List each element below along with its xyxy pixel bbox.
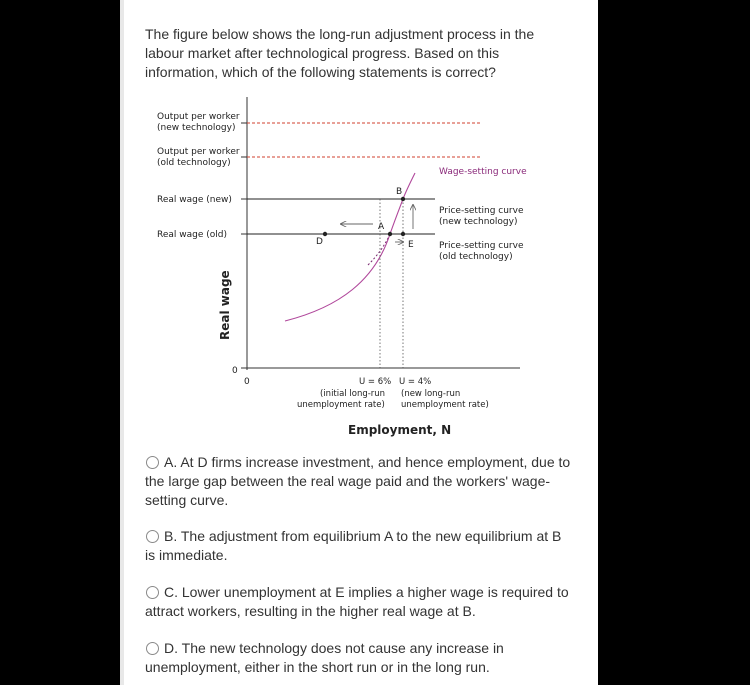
y-axis-title: Real wage — [218, 270, 232, 340]
label-output-old-line2: (old technology) — [157, 158, 231, 168]
option-a-label: A. At D firms increase investment, and hence employment, due to the large gap between the real wage paid and the workers' wage-setting curve. — [145, 454, 571, 508]
ps-old-label-line1: Price-setting curve — [439, 241, 524, 251]
labour-market-figure — [140, 95, 575, 445]
radio-d[interactable] — [146, 642, 159, 655]
option-a[interactable] — [145, 453, 575, 510]
label-u4: U = 4% — [399, 377, 432, 387]
option-d-label: D. The new technology does not cause any increase in unemployment, either in the short run or in the long run. — [145, 640, 504, 675]
labour-market-diagram — [140, 95, 575, 445]
label-b: B — [396, 187, 403, 197]
label-x-zero: 0 — [244, 377, 250, 387]
label-u6-note-line1: (initial long-run — [320, 389, 386, 399]
ps-old-label-line2: (old technology) — [439, 252, 513, 262]
option-b[interactable] — [145, 527, 575, 565]
ps-new-label-line1: Price-setting curve — [439, 206, 524, 216]
x-axis-title: Employment, N — [348, 423, 452, 437]
label-e: E — [408, 240, 414, 250]
label-u4-note-line2: unemployment rate) — [401, 400, 489, 410]
wage-setting-dashed-segment — [368, 234, 390, 265]
label-output-new-line1: Output per worker — [157, 112, 240, 122]
label-y-zero: 0 — [232, 366, 238, 376]
label-u6: U = 6% — [359, 377, 392, 387]
label-output-new-line2: (new technology) — [157, 123, 236, 133]
option-c-label: C. Lower unemployment at E implies a higher wage is required to attract workers, resulting in the higher real wage at B. — [145, 584, 569, 619]
option-c[interactable] — [145, 583, 575, 621]
wage-setting-label: Wage-setting curve — [439, 167, 527, 177]
point-a — [388, 232, 392, 236]
ps-new-label-line2: (new technology) — [439, 217, 518, 227]
label-wage-old: Real wage (old) — [157, 230, 227, 240]
label-u4-note-line1: (new long-run — [401, 389, 461, 399]
question-card — [120, 0, 598, 685]
radio-b[interactable] — [146, 530, 159, 543]
option-d[interactable] — [145, 639, 575, 677]
point-d — [323, 232, 327, 236]
point-b — [401, 197, 405, 201]
question-text: The figure below shows the long-run adjustment process in the labour market after technological progress. Based on this information, which of the following statements is correct? — [145, 26, 535, 80]
answer-options — [145, 450, 575, 677]
option-b-label: B. The adjustment from equilibrium A to the new equilibrium at B is immediate. — [145, 528, 562, 563]
point-e — [401, 232, 405, 236]
radio-c[interactable] — [146, 586, 159, 599]
radio-a[interactable] — [146, 456, 159, 469]
label-output-old-line1: Output per worker — [157, 147, 240, 157]
label-wage-new: Real wage (new) — [157, 195, 232, 205]
label-d: D — [316, 237, 323, 247]
label-a: A — [378, 222, 385, 232]
label-u6-note-line2: unemployment rate) — [297, 400, 385, 410]
